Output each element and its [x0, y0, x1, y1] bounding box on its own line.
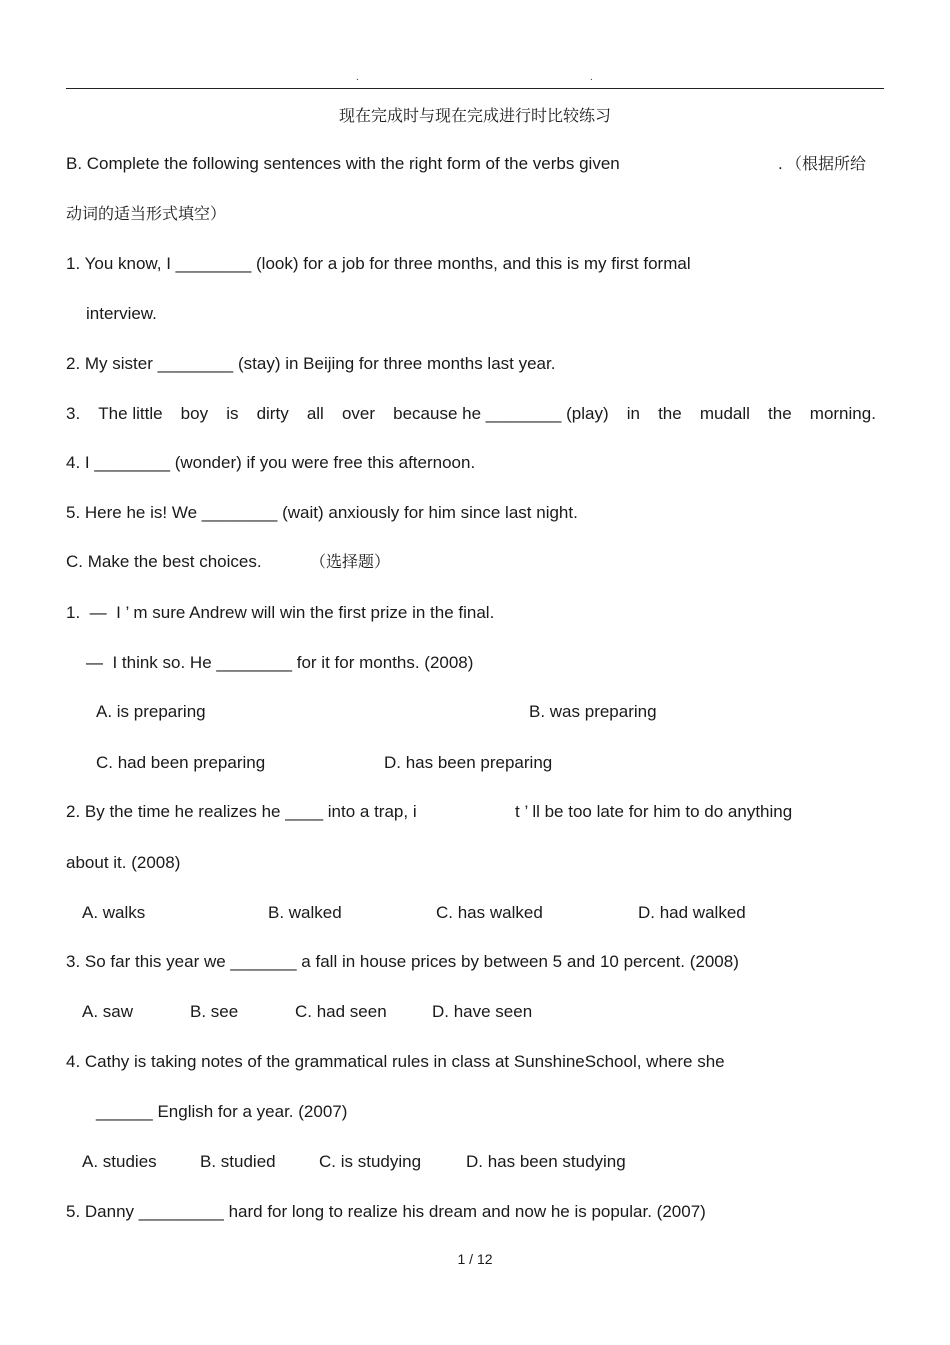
question-c3-option-b: B. see	[190, 1002, 239, 1021]
section-b-instruction-cn-1: （根据所给	[786, 154, 867, 173]
header-dot-right: .	[590, 72, 593, 83]
question-b1-line1: 1. You know, I ________ (look) for a job for three months, and this is my first formal	[66, 254, 691, 273]
question-b3-word: dirty	[256, 404, 289, 423]
question-b3-word: all	[306, 404, 324, 423]
question-c1-line1: 1. — I ’ m sure Andrew will win the first prize in the final.	[66, 603, 495, 622]
question-b1-line2: interview.	[86, 304, 157, 323]
question-c4-option-b: B. studied	[200, 1152, 276, 1171]
question-c2-option-a: A. walks	[82, 903, 146, 922]
question-c1-option-d: D. has been preparing	[384, 753, 553, 772]
section-b-instruction-dot: .	[778, 154, 783, 173]
question-c3-option-a: A. saw	[82, 1002, 134, 1021]
question-c3-line1: 3. So far this year we _______ a fall in house prices by between 5 and 10 percent. (2008)	[66, 952, 739, 971]
question-c2-option-c: C. has walked	[436, 903, 543, 922]
question-c1-line2: — I think so. He ________ for it for months. (2008)	[86, 653, 474, 672]
question-b3-word: mudall	[699, 404, 750, 423]
question-c2-option-d: D. had walked	[638, 903, 746, 922]
question-c4-line2: ______ English for a year. (2007)	[96, 1102, 348, 1121]
question-c2-option-b: B. walked	[268, 903, 342, 922]
page-total: 12	[476, 1251, 493, 1267]
question-b5: 5. Here he is! We ________ (wait) anxiously for him since last night.	[66, 503, 578, 522]
question-c1-option-c: C. had been preparing	[96, 753, 266, 772]
question-c2-line1a: 2. By the time he realizes he ____ into a trap, i	[66, 802, 417, 821]
question-c4-option-d: D. has been studying	[466, 1152, 626, 1171]
page-title: 现在完成时与现在完成进行时比较练习	[338, 106, 611, 125]
question-c3-option-d: D. have seen	[432, 1002, 533, 1021]
question-b3-word: The little	[98, 404, 163, 423]
section-b-instruction-cn-2: 动词的适当形式填空）	[66, 204, 227, 223]
question-c3-option-c: C. had seen	[295, 1002, 387, 1021]
header-dot-left: .	[356, 72, 359, 83]
question-c2-line1b: t ’ ll be too late for him to do anything	[515, 802, 793, 821]
question-b3-word: morning.	[809, 404, 876, 423]
question-b4: 4. I ________ (wonder) if you were free this afternoon.	[66, 453, 476, 472]
question-b3-word: 3.	[66, 404, 81, 423]
question-b3-word: is	[226, 404, 239, 423]
section-b-instruction: B. Complete the following sentences with the right form of the verbs given	[66, 154, 620, 173]
question-b3-word: the	[768, 404, 792, 423]
page-separator: /	[465, 1251, 477, 1267]
question-b3-word: because he ________ (play)	[393, 404, 609, 423]
section-c-instruction: C. Make the best choices.	[66, 552, 262, 571]
question-c2-line2: about it. (2008)	[66, 853, 181, 872]
section-c-instruction-cn: （选择题）	[310, 552, 391, 571]
question-c5-line1: 5. Danny _________ hard for long to realize his dream and now he is popular. (2007)	[66, 1202, 706, 1221]
question-b2: 2. My sister ________ (stay) in Beijing for three months last year.	[66, 354, 556, 373]
page-current: 1	[457, 1251, 466, 1267]
question-c4-option-a: A. studies	[82, 1152, 157, 1171]
question-b3-word: the	[658, 404, 682, 423]
question-b3-word: over	[341, 404, 376, 423]
question-c1-option-a: A. is preparing	[96, 702, 206, 721]
question-b3	[66, 403, 876, 425]
question-b3-word: in	[626, 404, 640, 423]
question-c4-line1: 4. Cathy is taking notes of the grammatical rules in class at SunshineSchool, where she	[66, 1052, 725, 1071]
header-rule	[66, 88, 884, 89]
question-c1-option-b: B. was preparing	[529, 702, 657, 721]
page-number	[0, 1251, 950, 1267]
question-c4-option-c: C. is studying	[319, 1152, 422, 1171]
question-b3-word: boy	[180, 404, 209, 423]
